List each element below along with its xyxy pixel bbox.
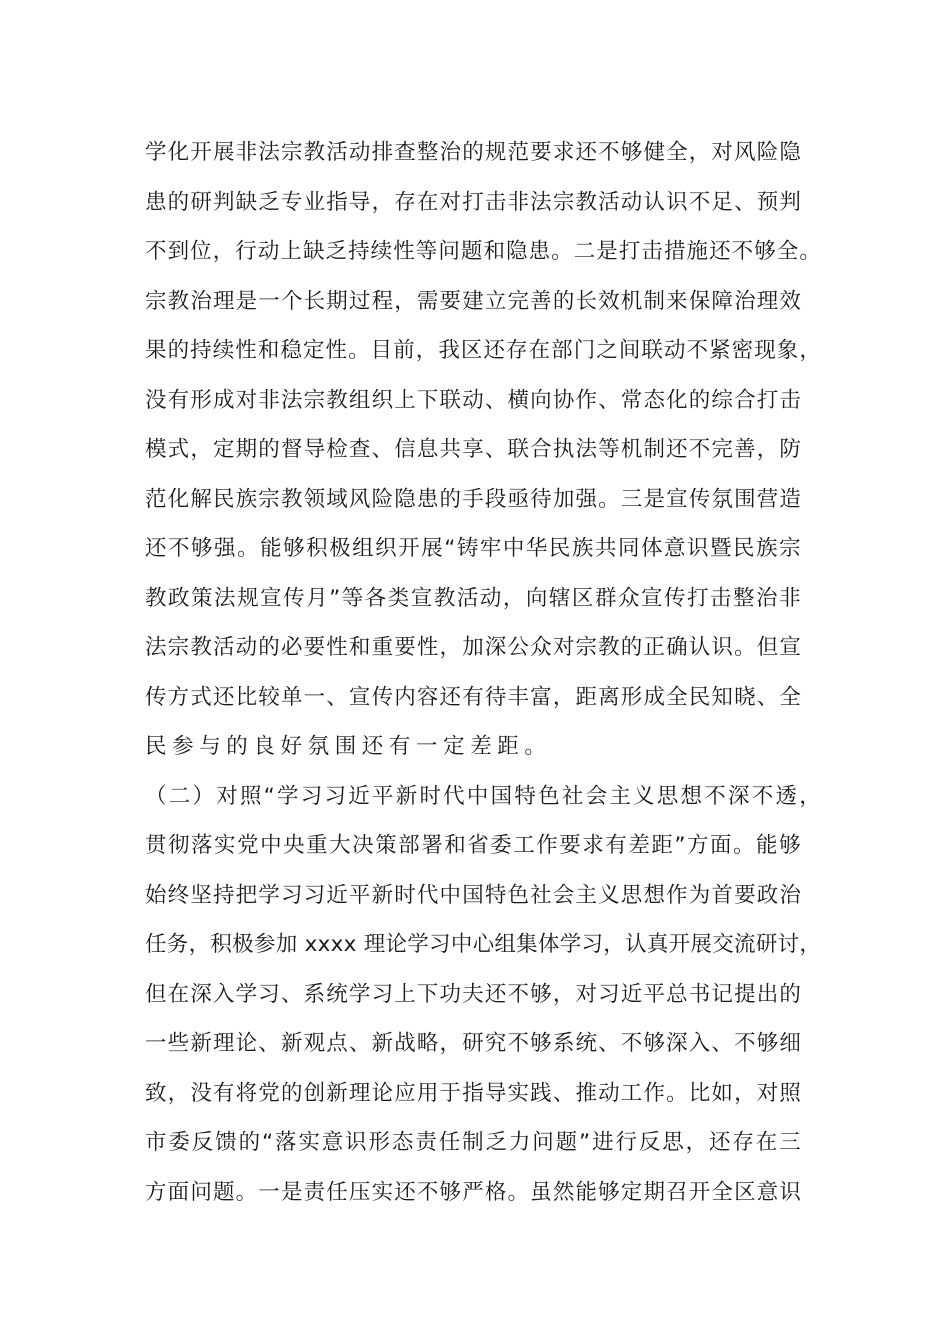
paragraph-1 bbox=[145, 128, 825, 772]
text-line: 宗 教 治 理 是 一 个 长 期 过 程 ， 需 要 建 立 完 善 的 长 效 机 制 来 保 障 治 理 效 bbox=[145, 288, 801, 314]
text-line: 一 些 新 理 论 、 新 观 点 、 新 战 略 ， 研 究 不 够 系 统 、 不 够 深 入 、 不 够 细 bbox=[145, 1031, 801, 1056]
text-line: 始 终 坚 持 把 学 习 习 近 平 新 时 代 中 国 特 色 社 会 主 义 思 想 作 为 首 要 政 治 bbox=[145, 882, 801, 908]
text-line: 不 到 位 ， 行 动 上 缺 乏 持 续 性 等 问 题 和 隐 患 。 二 是 打 击 措 施 还 不 够 全 。 bbox=[145, 239, 821, 264]
text-line: 没 有 形 成 对 非 法 宗 教 组 织 上 下 联 动 、 横 向 协 作 、 常 态 化 的 综 合 打 击 bbox=[145, 387, 801, 413]
text-line: 教 政 策 法 规 宣 传 月 ” 等 各 类 宣 教 活 动 ， 向 辖 区 群 众 宣 传 打 击 整 治 非 bbox=[145, 585, 801, 611]
text-line: 任 务 ， 积 极 参 加 x x x x 理 论 学 习 中 心 组 集 体 学 习 ， 认 真 开 展 交 流 研 讨 ， bbox=[145, 932, 821, 957]
text-line: 学 化 开 展 非 法 宗 教 活 动 排 查 整 治 的 规 范 要 求 还 不 够 健 全 ， 对 风 险 隐 bbox=[145, 140, 801, 165]
text-line: 还 不 够 强 。 能 够 积 极 组 织 开 展 “ 铸 牢 中 华 民 族 共 同 体 意 识 暨 民 族 宗 bbox=[145, 536, 801, 561]
text-line: 市 委 反 馈 的 “ 落 实 意 识 形 态 责 任 制 乏 力 问 题 ” 进 行 反 思 ， 还 存 在 三 bbox=[145, 1130, 801, 1155]
section-heading-line: （ 二 ） 对 照 “ 学 习 习 近 平 新 时 代 中 国 特 色 社 会 主 义 思 想 不 深 不 透 ， bbox=[145, 783, 821, 809]
document-body bbox=[145, 128, 825, 1217]
text-line: 致 ， 没 有 将 党 的 创 新 理 论 应 用 于 指 导 实 践 、 推 动 工 作 。 比 如 ， 对 照 bbox=[145, 1080, 801, 1106]
text-line: 方 面 问 题 。 一 是 责 任 压 实 还 不 够 严 格 。 虽 然 能 够 定 期 召 开 全 区 意 识 bbox=[145, 1179, 801, 1205]
text-line: 法 宗 教 活 动 的 必 要 性 和 重 要 性 ， 加 深 公 众 对 宗 教 的 正 确 认 识 。 但 宣 bbox=[145, 635, 801, 660]
text-line: 民参与的良好氛围还有一定差距。 bbox=[145, 734, 552, 759]
paragraph-2 bbox=[145, 772, 825, 1218]
text-line: 果 的 持 续 性 和 稳 定 性 。 目 前 ， 我 区 还 存 在 部 门 之 间 联 动 不 紧 密 现 象 ， bbox=[145, 338, 821, 363]
text-line: 患 的 研 判 缺 乏 专 业 指 导 ， 存 在 对 打 击 非 法 宗 教 活 动 认 识 不 足 、 预 判 bbox=[145, 189, 801, 215]
text-line: 范 化 解 民 族 宗 教 领 域 风 险 隐 患 的 手 段 亟 待 加 强 。 三 是 宣 传 氛 围 营 造 bbox=[145, 486, 801, 512]
text-line: 传 方 式 还 比 较 单 一 、 宣 传 内 容 还 有 待 丰 富 ， 距 离 形 成 全 民 知 晓 、 全 bbox=[145, 684, 801, 710]
text-line: 但 在 深 入 学 习 、 系 统 学 习 上 下 功 夫 还 不 够 ， 对 习 近 平 总 书 记 提 出 的 bbox=[145, 981, 801, 1007]
text-line: 贯 彻 落 实 党 中 央 重 大 决 策 部 署 和 省 委 工 作 要 求 有 差 距 ” 方 面 。 能 够 bbox=[145, 833, 801, 858]
text-line: 模 式 ， 定 期 的 督 导 检 查 、 信 息 共 享 、 联 合 执 法 等 机 制 还 不 完 善 ， 防 bbox=[145, 437, 801, 462]
